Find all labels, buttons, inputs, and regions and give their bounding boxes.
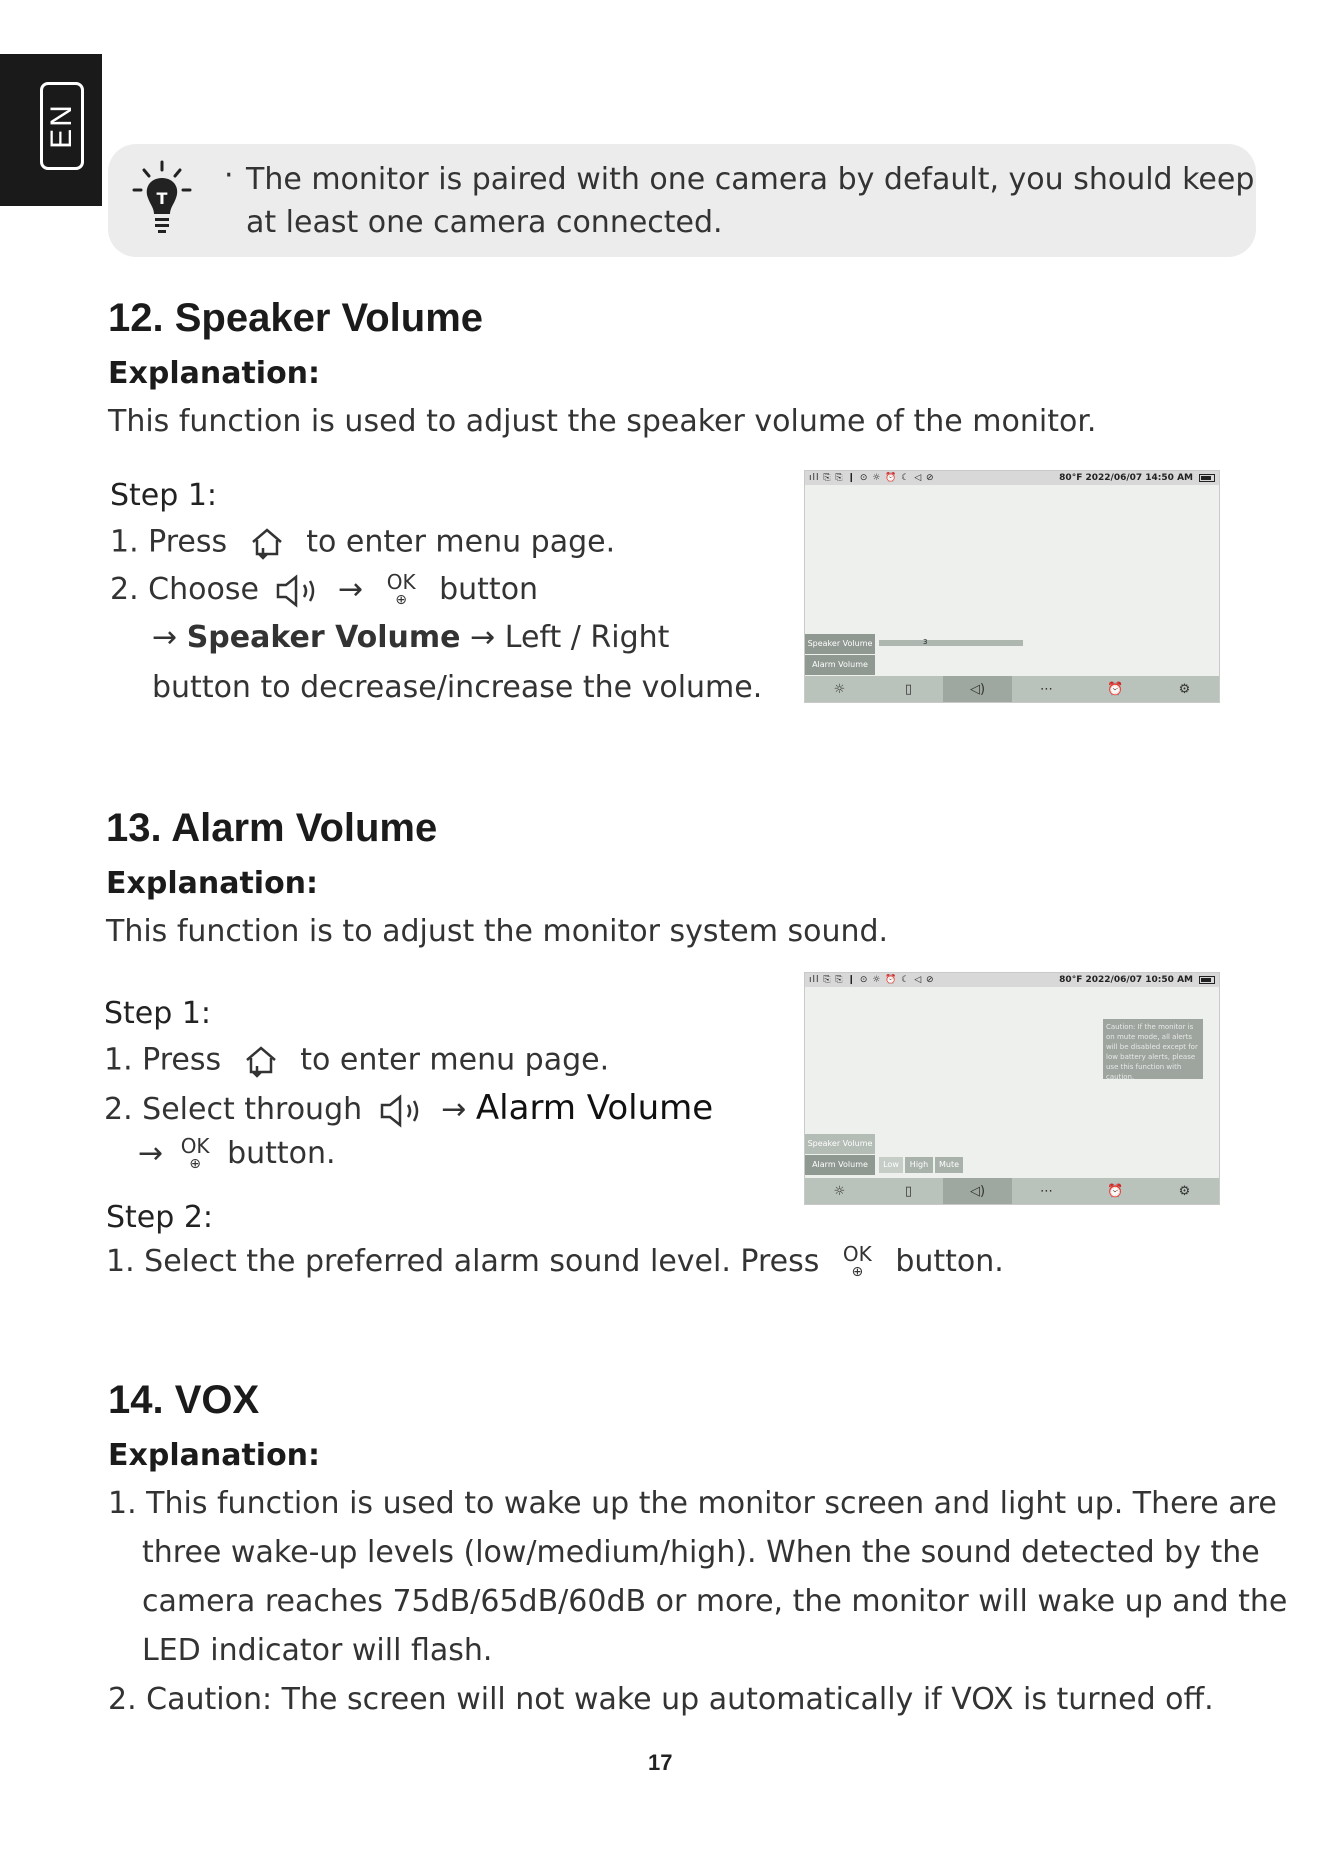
menu-alarm-volume[interactable]: Alarm Volume: [805, 655, 875, 675]
vox-p1-line3: camera reaches 75dB/65dB/60dB or more, the monitor will wake up and the: [142, 1584, 1288, 1619]
line-text: 2. Choose: [110, 572, 259, 607]
camera-icon[interactable]: ▯: [904, 681, 913, 697]
arrow: →: [470, 620, 496, 655]
speaker-step1-label: Step 1:: [110, 478, 218, 513]
svg-text:T: T: [156, 189, 168, 208]
line-text: button.: [227, 1136, 336, 1171]
volume-slider[interactable]: [879, 640, 1023, 646]
speaker-icon: [274, 574, 322, 608]
option-low[interactable]: Low: [879, 1157, 903, 1173]
alarm-explanation-label: Explanation:: [106, 866, 319, 901]
vox-p1-line4: LED indicator will flash.: [142, 1633, 493, 1668]
brightness-icon[interactable]: ☼: [833, 681, 846, 697]
speaker-explanation-label: Explanation:: [108, 356, 321, 391]
monitor-screen-speaker: [804, 470, 1220, 703]
speaker-volume-title: 12. Speaker Volume: [108, 296, 483, 340]
arrow: →: [338, 572, 364, 607]
home-menu-icon: [241, 1042, 281, 1080]
volume-value: 3: [923, 638, 928, 646]
ok-text: OK: [180, 1133, 210, 1158]
speaker-volume-term: Speaker Volume: [186, 620, 461, 655]
vox-explanation-label: Explanation:: [108, 1438, 321, 1473]
line-text: 1. Press: [110, 524, 228, 560]
vox-p1-line2: three wake-up levels (low/medium/high). When the sound detected by the: [142, 1535, 1260, 1570]
battery-icon: [1199, 474, 1215, 482]
speaker-explanation: This function is used to adjust the speaker volume of the monitor.: [108, 404, 1097, 439]
option-mute[interactable]: Mute: [935, 1157, 963, 1173]
camera-icon[interactable]: ▯: [904, 1183, 913, 1199]
vox-icon[interactable]: ⋯: [1040, 681, 1053, 697]
home-menu-icon: [247, 524, 287, 562]
ok-sub: ⊕: [395, 591, 407, 608]
alarm-step2-line1: [106, 1241, 1004, 1281]
speaker-menu-icon[interactable]: ◁): [943, 1178, 1012, 1204]
menu-bottom-bar: [805, 1178, 1219, 1204]
status-icons: ıll ⎘ ⎘ ❙ ⊙ ☼ ⏰ ☾ ◁ ⊘: [809, 473, 935, 483]
line-text: 1. Select the preferred alarm sound level. Press: [106, 1244, 820, 1279]
language-box: [40, 82, 84, 170]
option-high[interactable]: High: [905, 1157, 933, 1173]
vox-p2: 2. Caution: The screen will not wake up automatically if VOX is turned off.: [108, 1682, 1214, 1717]
ok-sub: ⊕: [189, 1155, 201, 1172]
arrow: →: [152, 620, 178, 655]
tip-box: [108, 144, 1256, 257]
alarm-explanation: This function is to adjust the monitor system sound.: [106, 914, 889, 949]
status-bar: [805, 471, 1219, 485]
line-text: 2. Select through: [104, 1092, 363, 1127]
speaker-menu-icon[interactable]: ◁): [943, 676, 1012, 702]
tip-bullet: ·: [224, 158, 234, 193]
menu-alarm-volume[interactable]: Alarm Volume: [805, 1155, 875, 1175]
alarm-step1-line1: [104, 1042, 609, 1080]
line-text: button.: [895, 1244, 1004, 1279]
caution-box: Caution: If the monitor is on mute mode, all alerts will be disabled except for low battery alerts, please use this function with caution.: [1103, 1019, 1203, 1079]
ok-text: OK: [386, 569, 416, 594]
alarm-step1-line3: [138, 1133, 336, 1173]
lightbulb-icon: [130, 158, 194, 238]
settings-icon[interactable]: ⚙: [1178, 681, 1191, 697]
alarm-volume-term: Alarm Volume: [475, 1088, 714, 1128]
line-text: to enter menu page.: [300, 1042, 610, 1078]
menu-speaker-volume[interactable]: Speaker Volume: [805, 1134, 875, 1154]
ok-button-icon: [180, 1133, 210, 1173]
alarm-icon[interactable]: ⏰: [1107, 681, 1124, 697]
line-text: to enter menu page.: [306, 524, 616, 560]
menu-speaker-volume[interactable]: Speaker Volume: [805, 634, 875, 654]
ok-button-icon: [842, 1241, 872, 1281]
settings-icon[interactable]: ⚙: [1178, 1183, 1191, 1199]
alarm-step2-label: Step 2:: [106, 1200, 214, 1235]
line-text: button: [439, 572, 539, 607]
brightness-icon[interactable]: ☼: [833, 1183, 846, 1199]
status-datetime: 80°F 2022/06/07 14:50 AM: [1059, 473, 1193, 483]
speaker-step1-line1: [110, 524, 615, 562]
line-text: 1. Press: [104, 1042, 222, 1078]
speaker-step1-line4: button to decrease/increase the volume.: [152, 670, 763, 705]
arrow: →: [138, 1136, 164, 1171]
vox-title: 14. VOX: [108, 1378, 260, 1422]
line-text: Left / Right: [504, 620, 670, 655]
status-bar: [805, 973, 1219, 987]
speaker-icon: [378, 1094, 426, 1128]
tip-text: The monitor is paired with one camera by default, you should keep at least one camera connected.: [246, 162, 1255, 240]
alarm-step1-line2: [104, 1088, 713, 1128]
vox-icon[interactable]: ⋯: [1040, 1183, 1053, 1199]
alarm-volume-title: 13. Alarm Volume: [106, 806, 438, 850]
language-tab: [0, 54, 102, 206]
vox-p1-line1: 1. This function is used to wake up the monitor screen and light up. There are: [108, 1486, 1277, 1521]
status-datetime: 80°F 2022/06/07 10:50 AM: [1059, 975, 1193, 985]
page-number: 17: [648, 1750, 673, 1775]
monitor-screen-alarm: [804, 972, 1220, 1205]
ok-sub: ⊕: [851, 1263, 864, 1280]
arrow: →: [441, 1092, 467, 1127]
language-label: EN: [45, 103, 78, 149]
speaker-step1-line3: [152, 620, 669, 655]
menu-bottom-bar: [805, 676, 1219, 702]
alarm-icon[interactable]: ⏰: [1107, 1183, 1124, 1199]
battery-icon: [1199, 976, 1215, 984]
status-icons: ıll ⎘ ⎘ ❙ ⊙ ☼ ⏰ ☾ ◁ ⊘: [809, 975, 935, 985]
ok-text: OK: [842, 1241, 872, 1266]
ok-button-icon: [386, 569, 416, 609]
alarm-step1-label: Step 1:: [104, 996, 212, 1031]
speaker-step1-line2: [110, 569, 539, 609]
